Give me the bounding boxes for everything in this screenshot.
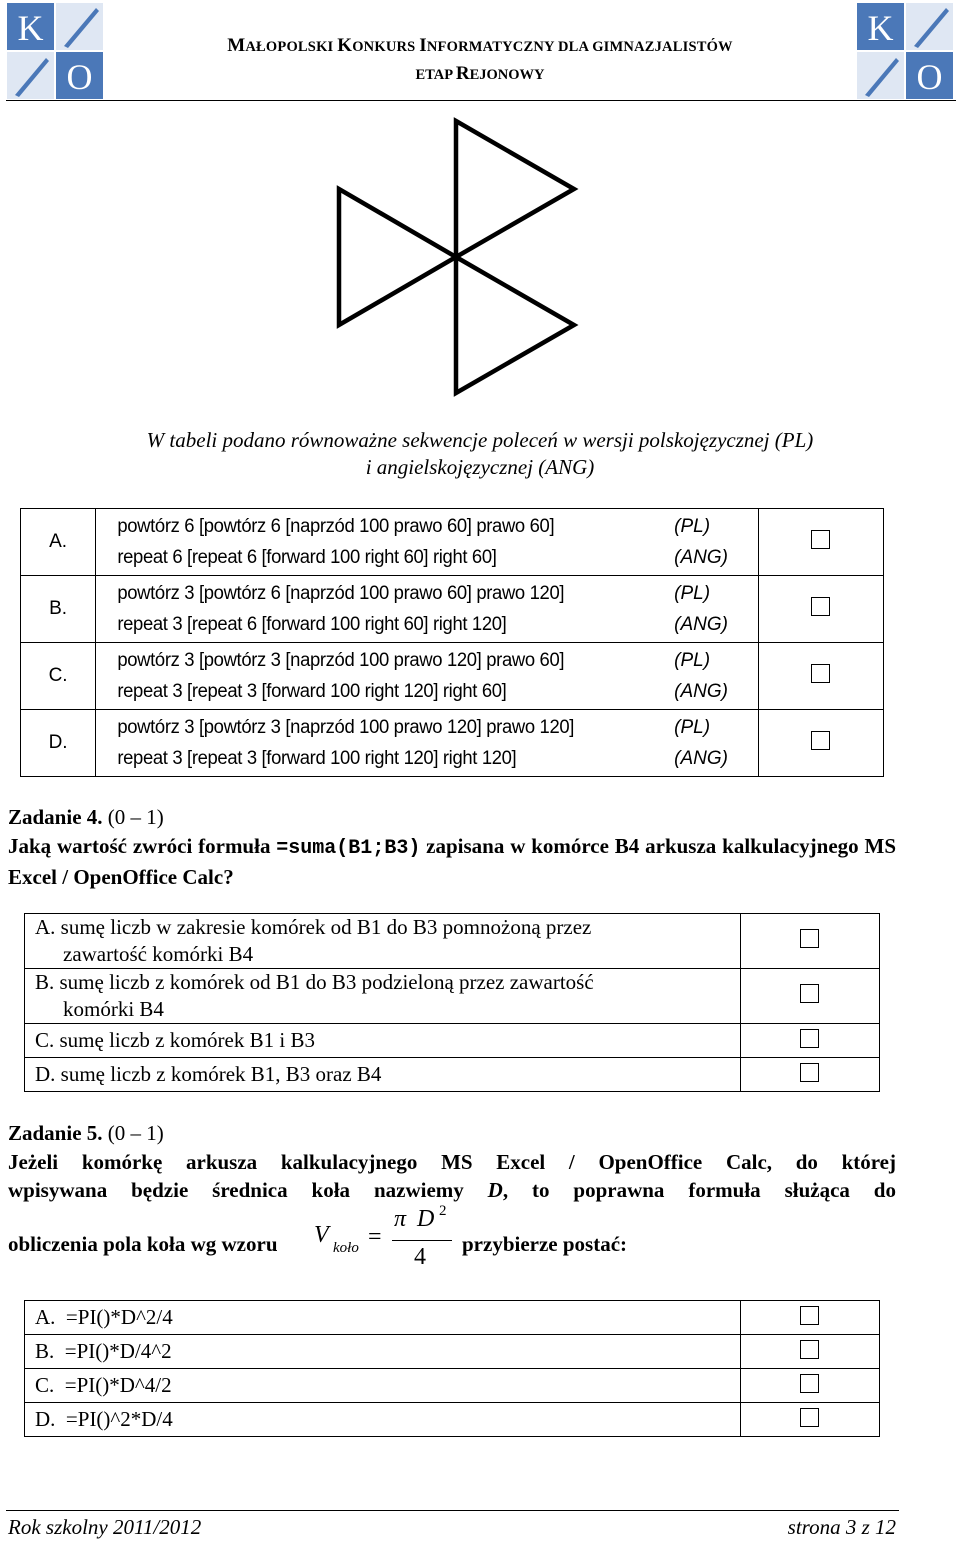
header-divider [6, 100, 956, 101]
konkurs-logo-right [856, 2, 952, 98]
answer-code [96, 643, 759, 710]
task5-answer-row [25, 1369, 880, 1403]
task4-title: Zadanie 4. (0 – 1) [8, 805, 164, 829]
formula-denominator: 4 [414, 1244, 426, 1270]
answer-checkbox[interactable] [800, 1029, 819, 1048]
header-subtitle: ETAP REJONOWY [415, 63, 545, 84]
task5-answer-row [25, 1403, 880, 1437]
answer-checkbox[interactable] [800, 1408, 819, 1427]
answer-checkbox[interactable] [811, 597, 830, 616]
logo-letter-k: K [867, 8, 894, 48]
answer-checkbox[interactable] [811, 664, 830, 683]
task5-question-line-1: Jeżeli komórkę arkusza kalkulacyjnego MS Excel / OpenOffice Calc, do której [8, 1150, 896, 1174]
answer-letter: B. [21, 576, 96, 643]
task5-answer-row [25, 1335, 880, 1369]
answer-code [96, 509, 759, 576]
logo-letter-o: O [916, 57, 943, 97]
lang-tag-ang: (ANG) [674, 547, 728, 568]
task3-answer-row [21, 710, 884, 777]
logo-letter-k: K [17, 8, 44, 48]
answer-checkbox[interactable] [800, 1063, 819, 1082]
logo-letter-o: O [66, 57, 93, 97]
task3-answer-row [21, 576, 884, 643]
code-english: repeat 3 [repeat 3 [forward 100 right 120] right 60] [117, 681, 507, 702]
answer-text: C. =PI()*D^4/2 [25, 1369, 741, 1403]
formula-d: D [417, 1206, 435, 1232]
answer-checkbox[interactable] [800, 1340, 819, 1359]
footer-school-year: Rok szkolny 2011/2012 [8, 1515, 202, 1539]
code-polish: powtórz 3 [powtórz 3 [naprzód 100 prawo 120] prawo 120] [117, 717, 575, 738]
formula-fraction-bar [392, 1240, 452, 1241]
formula-pi: π [394, 1206, 407, 1232]
footer-divider [6, 1510, 899, 1511]
lang-tag-pl: (PL) [674, 650, 711, 671]
answer-letter: D. [21, 710, 96, 777]
code-polish: powtórz 3 [powtórz 3 [naprzód 100 prawo 120] prawo 60] [117, 650, 565, 671]
task5-answer-row [25, 1301, 880, 1335]
code-polish: powtórz 3 [powtórz 6 [naprzód 100 prawo 60] prawo 120] [117, 583, 565, 604]
lang-tag-ang: (ANG) [674, 614, 728, 635]
task4-question: Jaką wartość zwróci formuła =suma(B1;B3) zapisana w komórce B4 arkusza kalkulacyjnego MS Excel / OpenOffice Calc? [8, 834, 897, 889]
task3-answers-table [20, 508, 884, 777]
lang-tag-ang: (ANG) [674, 681, 728, 702]
task5-question-line-3a: obliczenia pola koła wg wzoru [8, 1232, 278, 1256]
formula-subscript: koło [333, 1240, 359, 1256]
code-english: repeat 3 [repeat 6 [forward 100 right 60] right 120] [117, 614, 507, 635]
code-english: repeat 3 [repeat 3 [forward 100 right 120] right 120] [117, 748, 517, 769]
answer-checkbox[interactable] [811, 731, 830, 750]
answer-text: B. =PI()*D/4^2 [25, 1335, 741, 1369]
answer-checkbox[interactable] [800, 1374, 819, 1393]
answer-checkbox[interactable] [800, 984, 819, 1003]
task4-answer-row [25, 969, 880, 1024]
formula-exponent: 2 [439, 1203, 447, 1219]
task3-answer-row [21, 643, 884, 710]
task4-answer-row [25, 1024, 880, 1058]
answer-text: A. =PI()*D^2/4 [25, 1301, 741, 1335]
formula-equals: = [368, 1224, 382, 1250]
task4-formula: =suma(B1;B3) [276, 837, 421, 860]
answer-code [96, 710, 759, 777]
task5-question-line-3b: przybierze postać: [462, 1232, 628, 1256]
lang-tag-pl: (PL) [674, 717, 711, 738]
caption-line-1: W tabeli podano równoważne sekwencje poleceń w wersji polskojęzycznej (PL) [146, 428, 814, 452]
answer-checkbox[interactable] [800, 1306, 819, 1325]
formula-v: V [314, 1222, 329, 1248]
lang-tag-pl: (PL) [674, 516, 711, 537]
caption-line-2: i angielskojęzycznej (ANG) [365, 455, 595, 479]
task5-answers-table [24, 1300, 880, 1437]
task5-title: Zadanie 5. (0 – 1) [8, 1121, 164, 1145]
task3-answer-row [21, 509, 884, 576]
answer-letter: C. [21, 643, 96, 710]
answer-text: D. =PI()^2*D/4 [25, 1403, 741, 1437]
answer-checkbox[interactable] [800, 929, 819, 948]
answer-text: A. sumę liczb w zakresie komórek od B1 do B3 pomnożoną przez zawartość komórki B4 [25, 914, 741, 969]
header-title: MAŁOPOLSKI KONKURS INFORMATYCZNY DLA GIMNAZJALISTÓW [227, 35, 733, 56]
task5-question-line-2: wpisywana będzie średnica koła nazwiemy D, to poprawna formuła służąca do [8, 1178, 896, 1202]
code-english: repeat 6 [repeat 6 [forward 100 right 60] right 60] [117, 547, 497, 568]
answer-text: C. sumę liczb z komórek B1 i B3 [25, 1024, 741, 1058]
task4-answer-row [25, 914, 880, 969]
answer-letter: A. [21, 509, 96, 576]
task4-answer-row [25, 1058, 880, 1092]
lang-tag-pl: (PL) [674, 583, 711, 604]
konkurs-logo-left [6, 2, 102, 98]
answer-text: B. sumę liczb z komórek od B1 do B3 podzieloną przez zawartość komórki B4 [25, 969, 741, 1024]
lang-tag-ang: (ANG) [674, 748, 728, 769]
answer-code [96, 576, 759, 643]
answer-text: D. sumę liczb z komórek B1, B3 oraz B4 [25, 1058, 741, 1092]
answer-checkbox[interactable] [811, 530, 830, 549]
code-polish: powtórz 6 [powtórz 6 [naprzód 100 prawo 60] prawo 60] [117, 516, 555, 537]
footer-page-number: strona 3 z 12 [787, 1515, 896, 1539]
task4-answers-table [24, 913, 880, 1092]
turtle-figure [330, 113, 590, 408]
